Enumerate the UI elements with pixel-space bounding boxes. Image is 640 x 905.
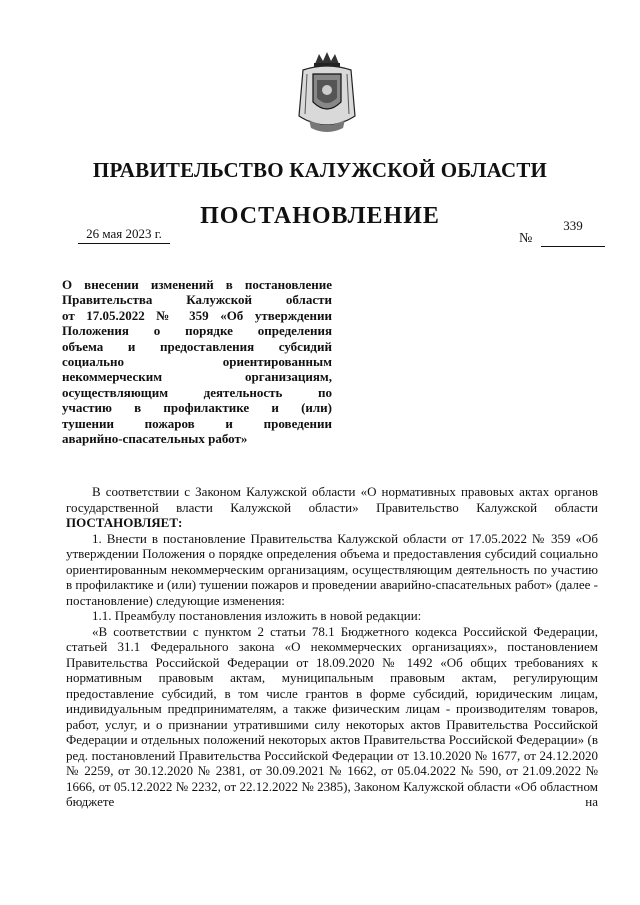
intro-paragraph bbox=[66, 484, 598, 531]
subject-line: аварийно-спасательных работ» bbox=[62, 431, 248, 447]
subject-line: осуществляющим деятельность по bbox=[62, 384, 332, 400]
intro-text: В соответствии с Законом Калужской области «О нормативных правовых актах органов государственной власти Калужской области» Правительство Калужской области bbox=[66, 484, 598, 515]
subject-line: Положения о порядке определения bbox=[62, 323, 332, 339]
subject-line: О внесении изменений в постановление bbox=[62, 277, 332, 292]
subject-line: от 17.05.2022 № 359 «Об утверждении bbox=[62, 307, 332, 323]
subject-line: участию в профилактике и (или) bbox=[62, 400, 332, 416]
document-date: 26 мая 2023 г. bbox=[78, 226, 170, 244]
item-1: 1. Внести в постановление Правительства Калужской области от 17.05.2022 № 359 «Об утверждении Положения о порядке определения объема и предоставления субсидий социально ориентированным некоммерческим организациям, осуществляющим деятельность по участию в профилактике и (или) тушении пожаров и проведении аварийно-спасательных работ» (далее - постановление) следующие изменения: bbox=[66, 530, 598, 608]
document-number: 339 bbox=[541, 218, 605, 247]
subject-line: Правительства Калужской области bbox=[62, 292, 332, 308]
decree-keyword: ПОСТАНОВЛЯЕТ: bbox=[66, 515, 183, 530]
subject-line: тушении пожаров и проведении bbox=[62, 415, 332, 431]
document-subject bbox=[62, 277, 332, 446]
document-body bbox=[66, 484, 598, 810]
item-1-1: 1.1. Преамбулу постановления изложить в новой редакции: bbox=[92, 608, 422, 623]
coat-of-arms-icon bbox=[297, 50, 357, 136]
government-title: ПРАВИТЕЛЬСТВО КАЛУЖСКОЙ ОБЛАСТИ bbox=[92, 158, 548, 182]
subject-line: объема и предоставления субсидий bbox=[62, 338, 332, 354]
number-label: № bbox=[519, 231, 533, 246]
preamble-text: «В соответствии с пунктом 2 статьи 78.1 Бюджетного кодекса Российской Федерации, статьей 31.1 Федерального закона «О некоммерческих организациях», постановлением Правительства Российской Федерации от 18.09.2020 № 1492 «Об общих требованиях к нормативным правовым актам, муниципальным правовым актам, регулирующим предоставление субсидий, в том числе грантов в форме субсидий, юридическим лицам, индивидуальным предпринимателям, а также физическим лицам - производителям товаров, работ, услуг, и о признании утратившими силу некоторых актов Правительства Российской Федерации и отдельных положений некоторых актов Правительства Российской Федерации» (в ред. постановлений Правительства Российской Федерации от 13.10.2020 № 1677, от 24.12.2020 № 2259, от 30.12.2020 № 2381, от 30.09.2021 № 1662, от 05.04.2022 № 590, от 21.09.2022 № 1666, от 05.12.2022 № 2232, от 22.12.2022 № 2385), Законом Калужской области «Об областном бюджете на bbox=[66, 623, 598, 809]
subject-line: некоммерческим организациям, bbox=[62, 369, 332, 385]
document-type: ПОСТАНОВЛЕНИЕ bbox=[200, 203, 440, 229]
subject-line: социально ориентированным bbox=[62, 354, 332, 370]
